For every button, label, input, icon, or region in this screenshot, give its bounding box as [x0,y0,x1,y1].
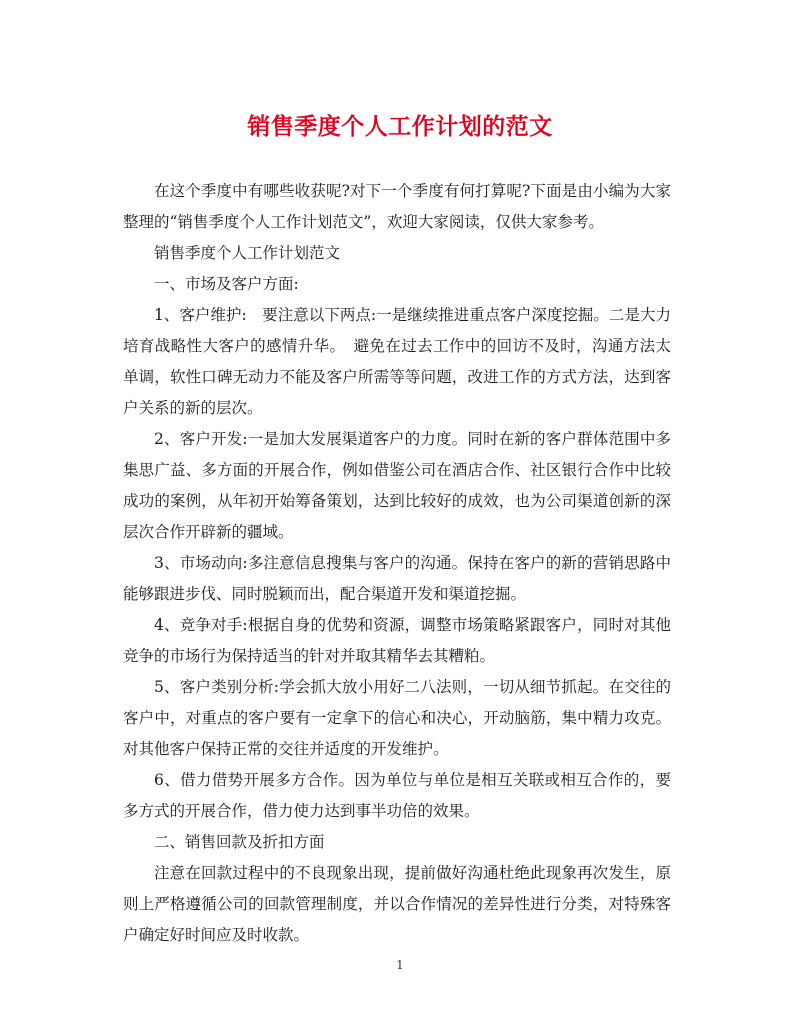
paragraph-payment: 注意在回款过程中的不良现象出现，提前做好沟通杜绝此现象再次发生，原则上严格遵循公司的回款管理制度，并以合作情况的差异性进行分类，对特殊客户确定好时间应及时收款。 [123,864,671,944]
page-number: 1 [396,958,404,972]
document-body [123,176,671,951]
paragraph-item-2: 2、客户开发:一是加大发展渠道客户的力度。同时在新的客户群体范围中多集思广益、多方面的开展合作，例如借鉴公司在酒店合作、社区银行合作中比较成功的案例，从年初开始筹备策划，达到比较好的成效，也为公司渠道创新的深层次合作开辟新的疆域。 [123,430,671,541]
section-heading-payment: 二、销售回款及折扣方面 [154,833,325,851]
paragraph-subtitle: 销售季度个人工作计划范文 [154,244,341,262]
paragraph-item-5: 5、客户类别分析:学会抓大放小用好二八法则，一切从细节抓起。在交往的客户中，对重点的客户要有一定拿下的信心和决心，开动脑筋，集中精力攻克。对其他客户保持正常的交往并适度的开发维护。 [123,678,671,758]
paragraph-item-1: 1、客户维护: 要注意以下两点:一是继续推进重点客户深度挖掘。二是大力培育战略性大客户的感情升华。 避免在过去工作中的回访不及时，沟通方法太单调，软性口碑无动力不能及客户所需等等问题，改进工作的方式方法，达到客户关系的新的层次。 [123,306,671,417]
section-heading-market: 一、市场及客户方面: [154,275,299,293]
paragraph-item-4: 4、竞争对手:根据自身的优势和资源，调整市场策略紧跟客户，同时对其他竞争的市场行为保持适当的针对并取其精华去其糟粕。 [123,616,671,665]
paragraph-intro: 在这个季度中有哪些收获呢?对下一个季度有何打算呢?下面是由小编为大家整理的“销售季度个人工作计划范文”，欢迎大家阅读，仅供大家参考。 [123,182,671,231]
document-title: 销售季度个人工作计划的范文 [247,113,553,140]
paragraph-item-6: 6、借力借势开展多方合作。因为单位与单位是相互关联或相互合作的，要多方式的开展合作，借力使力达到事半功倍的效果。 [123,771,671,820]
paragraph-item-3: 3、市场动向:多注意信息搜集与客户的沟通。保持在客户的新的营销思路中能够跟进步伐、同时脱颖而出，配合渠道开发和渠道挖掘。 [123,554,671,603]
